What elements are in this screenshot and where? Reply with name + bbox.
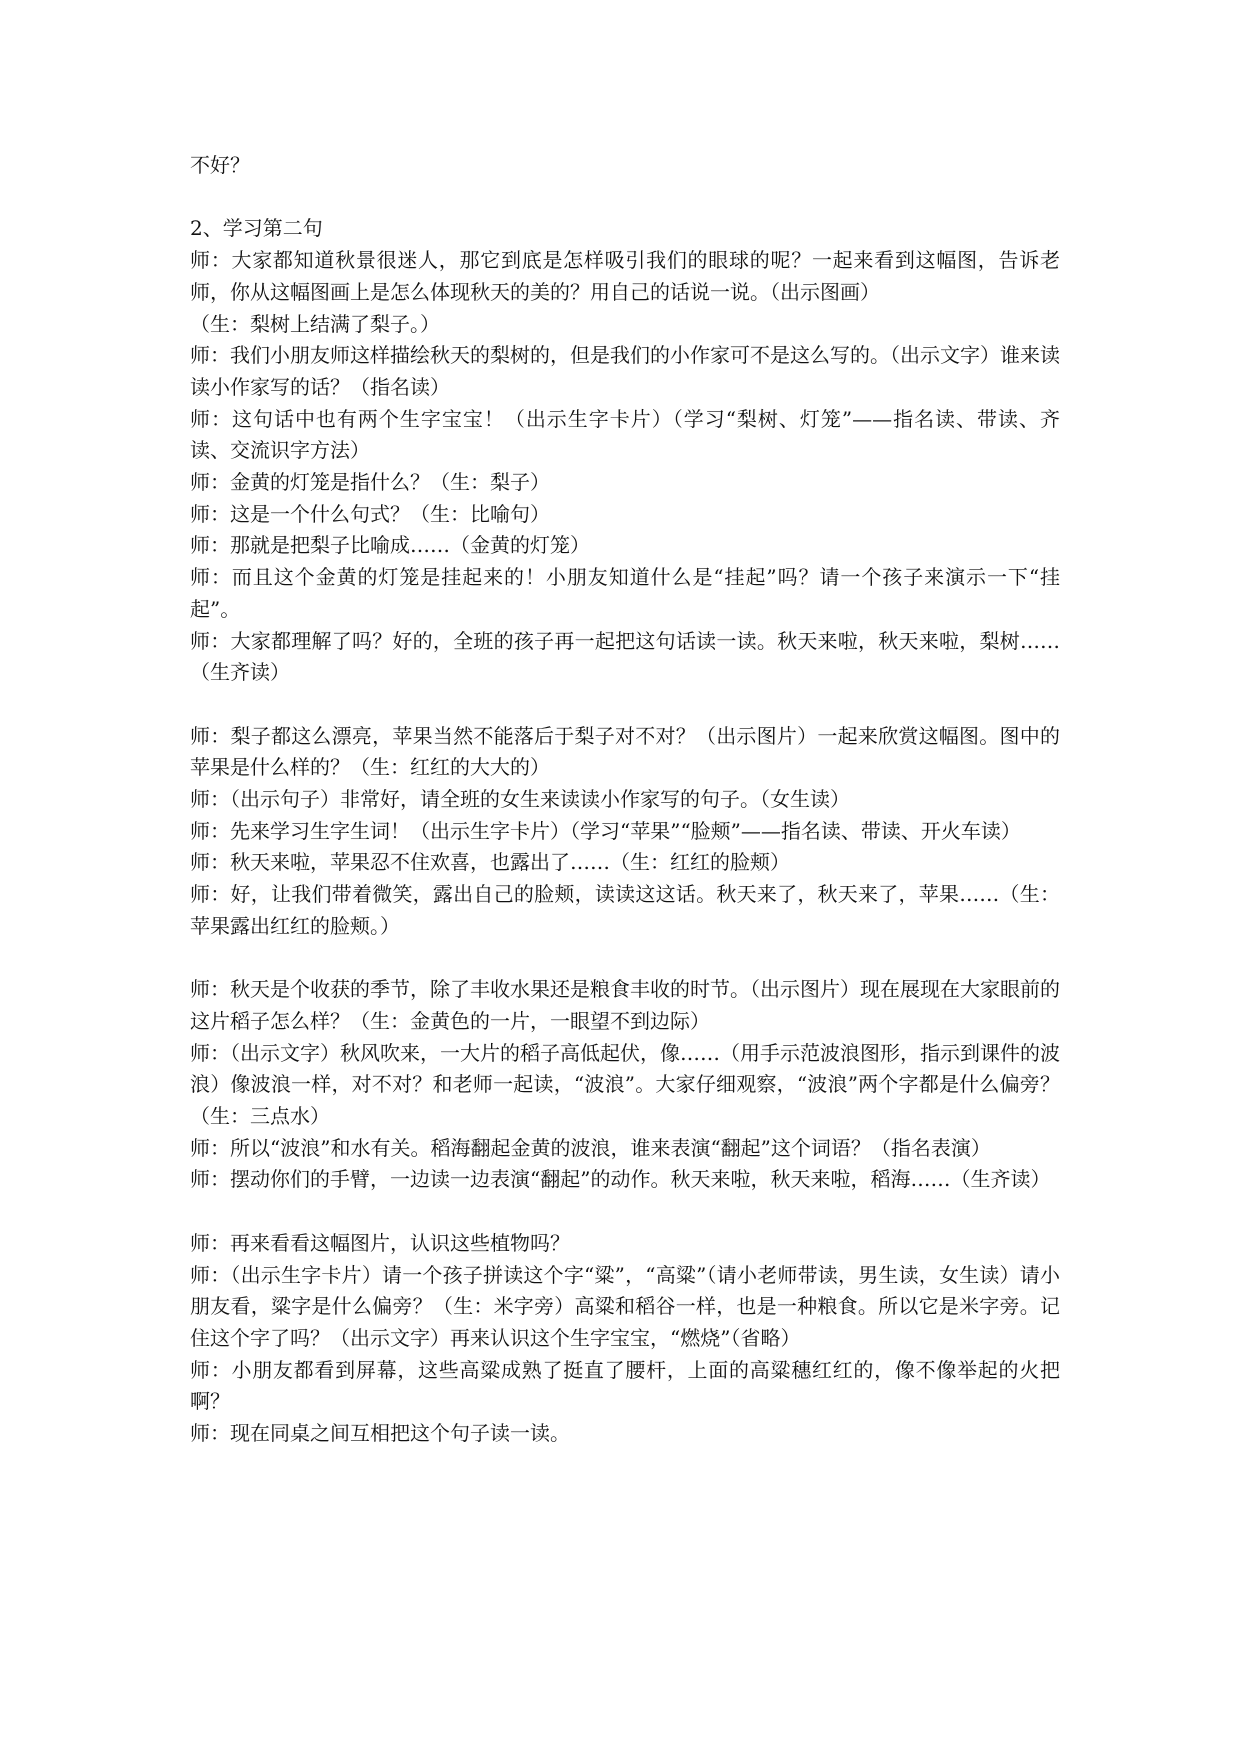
paragraph: 师：大家都理解了吗？好的，全班的孩子再一起把这句话读一读。秋天来啦，秋天来啦，梨树……（生齐读） xyxy=(190,628,1060,685)
paragraph: 师：那就是把梨子比喻成……（金黄的灯笼） xyxy=(190,533,590,558)
paragraph: 师：（出示文字）秋风吹来，一大片的稻子高低起伏，像……（用手示范波浪图形，指示到课件的波浪）像波浪一样，对不对？和老师一起读，“波浪”。大家仔细观察，“波浪”两个字都是什么偏旁？（生：三点水） xyxy=(190,1040,1060,1129)
paragraph: 师：秋天是个收获的季节，除了丰收水果还是粮食丰收的时节。（出示图片）现在展现在大家眼前的这片稻子怎么样？（生：金黄色的一片，一眼望不到边际） xyxy=(190,977,1060,1033)
section-heading: 2、学习第二句 xyxy=(190,216,323,241)
blank-line xyxy=(190,182,1060,214)
paragraph: 师：小朋友都看到屏幕，这些高粱成熟了挺直了腰杆，上面的高粱穗红红的，像不像举起的火把啊？ xyxy=(190,1357,1060,1414)
paragraph: 师：（出示句子）非常好，请全班的女生来读读小作家写的句子。（女生读） xyxy=(190,787,850,812)
paragraph: 师：这句话中也有两个生字宝宝！（出示生字卡片）（学习“梨树、灯笼”——指名读、带读、齐读、交流识字方法） xyxy=(190,406,1060,463)
paragraph: 师：而且这个金黄的灯笼是挂起来的！小朋友知道什么是“挂起”吗？请一个孩子来演示一下“挂起”。 xyxy=(190,565,1060,621)
paragraph: 师：金黄的灯笼是指什么？（生：梨子） xyxy=(190,470,550,495)
paragraph: 师：我们小朋友师这样描绘秋天的梨树的，但是我们的小作家可不是这么写的。（出示文字）谁来读读小作家写的话？（指名读） xyxy=(190,343,1060,399)
paragraph: 师：所以“波浪”和水有关。稻海翻起金黄的波浪，谁来表演“翻起”这个词语？（指名表演） xyxy=(190,1135,991,1160)
paragraph: （生：梨树上结满了梨子。） xyxy=(190,311,440,336)
paragraph: 师：现在同桌之间互相把这个句子读一读。 xyxy=(190,1421,570,1446)
paragraph: 师：（出示生字卡片）请一个孩子拼读这个字“粱”，“高粱”（请小老师带读，男生读，女生读）请小朋友看，粱字是什么偏旁？（生：米字旁）高粱和稻谷一样，也是一种粮食。所以它是米字旁。记住这个字了吗？（出示文字）再来认识这个生字宝宝，“燃烧”（省略） xyxy=(190,1262,1060,1350)
blank-line xyxy=(190,943,1060,975)
paragraph: 不好？ xyxy=(190,153,250,177)
paragraph: 师：先来学习生字生词！（出示生字卡片）（学习“苹果”“脸颊”——指名读、带读、开火车读） xyxy=(190,818,1021,843)
paragraph: 师：秋天来啦，苹果忍不住欢喜，也露出了……（生：红红的脸颊） xyxy=(190,850,790,875)
paragraph: 师：好，让我们带着微笑，露出自己的脸颊，读读这这话。秋天来了，秋天来了，苹果……（生：苹果露出红红的脸颊。） xyxy=(190,882,1060,938)
document-page xyxy=(190,150,1060,1450)
paragraph: 师：再来看看这幅图片，认识这些植物吗？ xyxy=(190,1230,570,1255)
blank-line xyxy=(190,1196,1060,1228)
blank-line xyxy=(190,689,1060,721)
paragraph: 师：这是一个什么句式？（生：比喻句） xyxy=(190,501,550,526)
paragraph: 师：摆动你们的手臂，一边读一边表演“翻起”的动作。秋天来啦，秋天来啦，稻海……（生齐读） xyxy=(190,1167,1051,1192)
paragraph: 师：大家都知道秋景很迷人，那它到底是怎样吸引我们的眼球的呢？一起来看到这幅图，告诉老师，你从这幅图画上是怎么体现秋天的美的？用自己的话说一说。（出示图画） xyxy=(190,248,1060,304)
paragraph: 师：梨子都这么漂亮，苹果当然不能落后于梨子对不对？（出示图片）一起来欣赏这幅图。图中的苹果是什么样的？（生：红红的大大的） xyxy=(190,723,1060,780)
